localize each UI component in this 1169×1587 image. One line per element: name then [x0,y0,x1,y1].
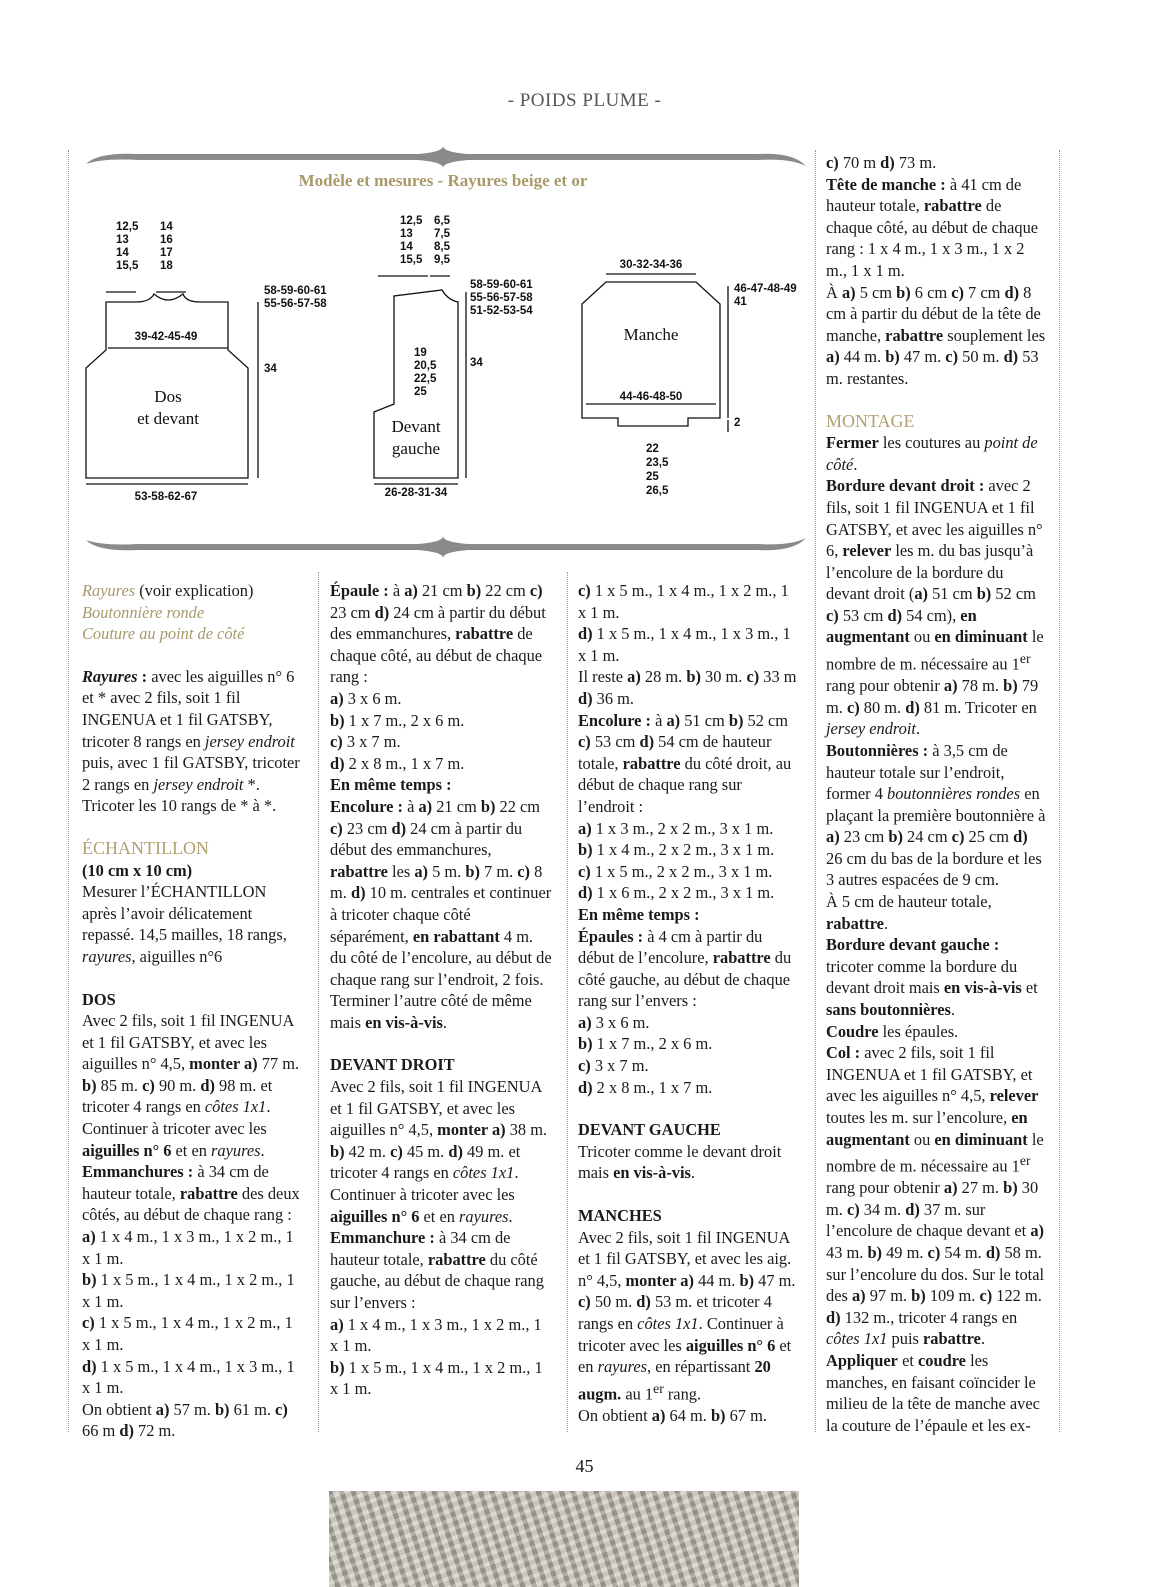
text-column-3 [578,580,800,1426]
section-heading: DEVANT GAUCHE [578,1120,721,1140]
devant-label: Devant gauche [391,417,441,458]
manche-label: Manche [623,325,679,344]
paragraph: b) 1 x 7 m., 2 x 6 m. [578,1034,713,1054]
manche-pattern [582,274,728,432]
paragraph: Emmanchures : à 34 cm de hauteur totale, rabattre des deux côtés, au début de chaque rang : [82,1162,300,1225]
devant-top-right: 6,5 7,5 8,5 9,5 [434,215,450,266]
paragraph: Avec 2 fils, soit 1 fil INGENUA et 1 fil GATSBY, et avec les aiguilles n° 4,5, monter a) 38 m. b) 42 m. c) 45 m. d) 49 m. et tricoter 4 rangs en côtes 1x1. Continuer à tricoter avec les aiguilles n° 6 et en rayures. [330,1077,548,1226]
dos-inner-width: 39-42-45-49 [134,331,198,343]
paragraph: Bordure devant droit : avec 2 fils, soit 1 fil INGENUA et 1 fil GATSBY, et avec les aiguilles n° 6, relever les m. du bas jusqu’à l’encolure de la bordure du devant droit (a) 51 cm b) 52 cm c) 53 cm d) 54 cm), en augmentant ou en diminuant le nombre de m. nécessaire au 1er rang pour obtenir a) 78 m. b) 79 m. c) 80 m. d) 81 m. Tricoter en jersey endroit. [826,476,1044,739]
paragraph: À a) 5 cm b) 6 cm c) 7 cm d) 8 cm à partir du début de la tête de manche, rabattre souplement les a) 44 m. b) 47 m. c) 50 m. d) 53 m. restantes. [826,282,1046,388]
paragraph: a) 3 x 6 m. [330,688,402,708]
technique-note: Boutonnière ronde [82,602,205,622]
paragraph: Encolure : à a) 21 cm b) 22 cm c) 23 cm d) 24 cm à partir du début des emmanchures, rabattre les a) 5 m. b) 7 m. c) 8 m. d) 10 m. centrales et continuer à tricoter chaque côté séparément, en rabattant 4 m. du côté de l’encolure, au début de chaque rang sur l’endroit, 2 fois. [330,796,552,989]
paragraph: En même temps : [578,904,700,924]
paragraph: d) 1 x 6 m., 2 x 2 m., 3 x 1 m. [578,883,775,903]
schematic-diagram [78,142,808,562]
paragraph: a) 1 x 4 m., 1 x 3 m., 1 x 2 m., 1 x 1 m. [82,1227,294,1268]
page-number: 45 [575,1456,594,1476]
section-heading: DEVANT DROIT [330,1055,455,1075]
column-rule [68,150,69,1432]
paragraph: Col : avec 2 fils, soit 1 fil INGENUA et 1 fil GATSBY, et avec les aiguilles n° 4,5, relever toutes les m. sur l’encolure, en augmentant ou en diminuant le nombre de m. nécessaire au 1er rang pour obtenir a) 27 m. b) 30 m. c) 34 m. d) 37 m. sur l’encolure de chaque devant et a) 43 m. b) 49 m. c) 54 m. d) 58 m. sur l’encolure du dos. Sur le total des a) 97 m. b) 109 m. c) 122 m. d) 132 m., tricoter 4 rangs en côtes 1x1 puis rabattre. [826,1043,1045,1349]
paragraph: b) 1 x 4 m., 2 x 2 m., 3 x 1 m. [578,840,775,860]
paragraph-spacer [82,645,304,666]
paragraph: En même temps : [330,775,452,795]
paragraph: c) 70 m d) 73 m. [826,153,937,172]
paragraph-spacer [578,1184,800,1205]
paragraph: Emmanchure : à 34 cm de hauteur totale, rabattre du côté gauche, au début de chaque rang sur l’envers : [330,1228,544,1312]
column-rule [567,572,568,1432]
paragraph: b) 1 x 5 m., 1 x 4 m., 1 x 2 m., 1 x 1 m. [82,1270,295,1311]
paragraph: (10 cm x 10 cm) [82,860,193,880]
paragraph: d) 2 x 8 m., 1 x 7 m. [330,753,465,773]
paragraph: c) 1 x 5 m., 1 x 4 m., 1 x 2 m., 1 x 1 m. [578,581,789,622]
manche-inner-width: 44-46-48-50 [619,391,683,403]
paragraph: Tête de manche : à 41 cm de hauteur totale, rabattre de chaque côté, au début de chaque rang : 1 x 4 m., 1 x 3 m., 1 x 2 m., 1 x 1 m. [826,174,1039,280]
text-column-4 [826,152,1046,1436]
paragraph: Épaule : à a) 21 cm b) 22 cm c) 23 cm d) 24 cm à partir du début des emmanchures, rabattre de chaque côté, au début de chaque rang : [330,581,546,687]
dos-side-top: 58-59-60-61 55-56-57-58 [264,285,327,310]
paragraph: On obtient a) 64 m. b) 67 m. [578,1405,767,1425]
paragraph: Avec 2 fils, soit 1 fil INGENUA et 1 fil GATSBY, et avec les aig. n° 4,5, monter a) 44 m. b) 47 m. c) 50 m. d) 53 m. et tricoter 4 rangs en côtes 1x1. Continuer à tricoter avec les aiguilles n° 6 et en rayures, en répartissant 20 augm. au 1er rang. [578,1227,796,1404]
text-column-2 [330,580,552,1400]
paragraph: a) 1 x 4 m., 1 x 3 m., 1 x 2 m., 1 x 1 m. [330,1314,542,1356]
paragraph: c) 1 x 5 m., 2 x 2 m., 3 x 1 m. [578,861,773,881]
paragraph-spacer [82,817,304,838]
paragraph: b) 1 x 7 m., 2 x 6 m. [330,710,465,730]
dos-side-mid: 34 [264,363,277,375]
section-heading: MONTAGE [826,410,915,431]
bottom-ornament [86,536,806,558]
section-heading: DOS [82,989,116,1009]
paragraph: d) 1 x 5 m., 1 x 4 m., 1 x 3 m., 1 x 1 m. [82,1356,295,1398]
paragraph: On obtient a) 57 m. b) 61 m. c) 66 m d) 72 m. [82,1399,288,1441]
paragraph-spacer [330,1033,552,1054]
technique-note: Rayures (voir explication) [82,581,254,600]
manche-bottom: 22 23,5 25 26,5 [646,443,669,497]
paragraph: Avec 2 fils, soit 1 fil INGENUA et 1 fil GATSBY, et avec les aiguilles n° 4,5, monter a) 77 m. b) 85 m. c) 90 m. d) 98 m. et tricoter 4 rangs en côtes 1x1. Continuer à tricoter avec les aiguilles n° 6 et en rayures. [82,1011,300,1160]
technique-note: Couture au point de côté [82,624,245,644]
text-column-1 [82,580,304,1442]
paragraph: b) 1 x 5 m., 1 x 4 m., 1 x 2 m., 1 x 1 m. [330,1357,543,1399]
paragraph-spacer [578,1098,800,1119]
paragraph: Il reste a) 28 m. b) 30 m. c) 33 m d) 36 m. [578,667,797,708]
manche-side-bottom: 2 [734,417,741,429]
devant-bottom-width: 26-28-31-34 [384,487,448,499]
column-rule [815,150,816,1432]
paragraph: Rayures : avec les aiguilles n° 6 et * avec 2 fils, soit 1 fil INGENUA et 1 fil GATSBY, tricoter 8 rangs en jersey endroit puis, avec 1 fil GATSBY, tricoter 2 rangs en jersey endroit *. Tricoter les 10 rangs de * à *. [82,666,300,816]
paragraph: À 5 cm de hauteur totale, rabattre. [826,892,992,933]
dos-bottom-width: 53-58-62-67 [134,491,198,503]
devant-inner: 19 20,5 22,5 25 [414,347,437,398]
manche-side-top: 46-47-48-49 41 [734,283,797,308]
running-header: - POIDS PLUME - [507,90,662,111]
paragraph: a) 3 x 6 m. [578,1012,650,1032]
column-rule [1059,150,1060,1432]
paragraph: c) 3 x 7 m. [578,1056,649,1076]
paragraph: Coudre les épaules. [826,1021,959,1041]
paragraph-spacer [826,390,1046,411]
paragraph: d) 2 x 8 m., 1 x 7 m. [578,1077,713,1097]
paragraph-spacer [82,968,304,989]
paragraph: c) 3 x 7 m. [330,732,401,752]
paragraph: a) 1 x 3 m., 2 x 2 m., 3 x 1 m. [578,818,774,838]
column-rule [318,572,319,1432]
paragraph: Mesurer l’ÉCHANTILLON après l’avoir délicatement repassé. 14,5 mailles, 18 rangs, rayures, aiguilles n°6 [82,882,287,966]
dos-label: Dos et devant [137,387,199,428]
paragraph: Tricoter comme le devant droit mais en vis-à-vis. [578,1141,782,1183]
devant-top-left: 12,5 13 14 15,5 [400,215,423,266]
paragraph: c) 1 x 5 m., 1 x 4 m., 1 x 2 m., 1 x 1 m. [82,1313,293,1354]
manche-top-width: 30-32-34-36 [619,259,683,271]
paragraph: Boutonnières : à 3,5 cm de hauteur totale sur l’endroit, former 4 boutonnières rondes en plaçant la première boutonnière à a) 23 cm b) 24 cm c) 25 cm d) 26 cm du bas de la bordure et les 3 autres espacées de 9 cm. [826,740,1046,890]
dos-top-right: 14 16 17 18 [160,221,173,272]
devant-side-top: 58-59-60-61 55-56-57-58 51-52-53-54 [470,279,533,317]
paragraph: Encolure : à a) 51 cm b) 52 cm c) 53 cm d) 54 cm de hauteur totale, rabattre du côté droit, au début de chaque rang sur l’endroit : [578,710,792,816]
paragraph: d) 1 x 5 m., 1 x 4 m., 1 x 3 m., 1 x 1 m. [578,624,791,665]
top-ornament [86,146,806,168]
dos-top-left: 12,5 13 14 15,5 [116,221,139,272]
paragraph: Appliquer et coudre les manches, en faisant coïncider le milieu de la tête de manche avec la couture de l’épaule et les ex- [826,1351,1040,1435]
knit-texture-photo [329,1491,799,1587]
paragraph: Bordure devant gauche : tricoter comme la bordure du devant droit mais en vis-à-vis et sans boutonnières. [826,935,1038,1020]
diagram-title: Modèle et mesures - Rayures beige et or [298,171,588,190]
section-heading: ÉCHANTILLON [82,837,209,858]
devant-side-mid: 34 [470,357,483,369]
section-heading: MANCHES [578,1206,662,1226]
paragraph: Épaules : à 4 cm à partir du début de l’encolure, rabattre du côté gauche, au début de chaque rang sur l’envers : [578,926,792,1011]
paragraph: Terminer l’autre côté de même mais en vis-à-vis. [330,991,532,1032]
paragraph: Fermer les coutures au point de côté. [826,433,1038,474]
